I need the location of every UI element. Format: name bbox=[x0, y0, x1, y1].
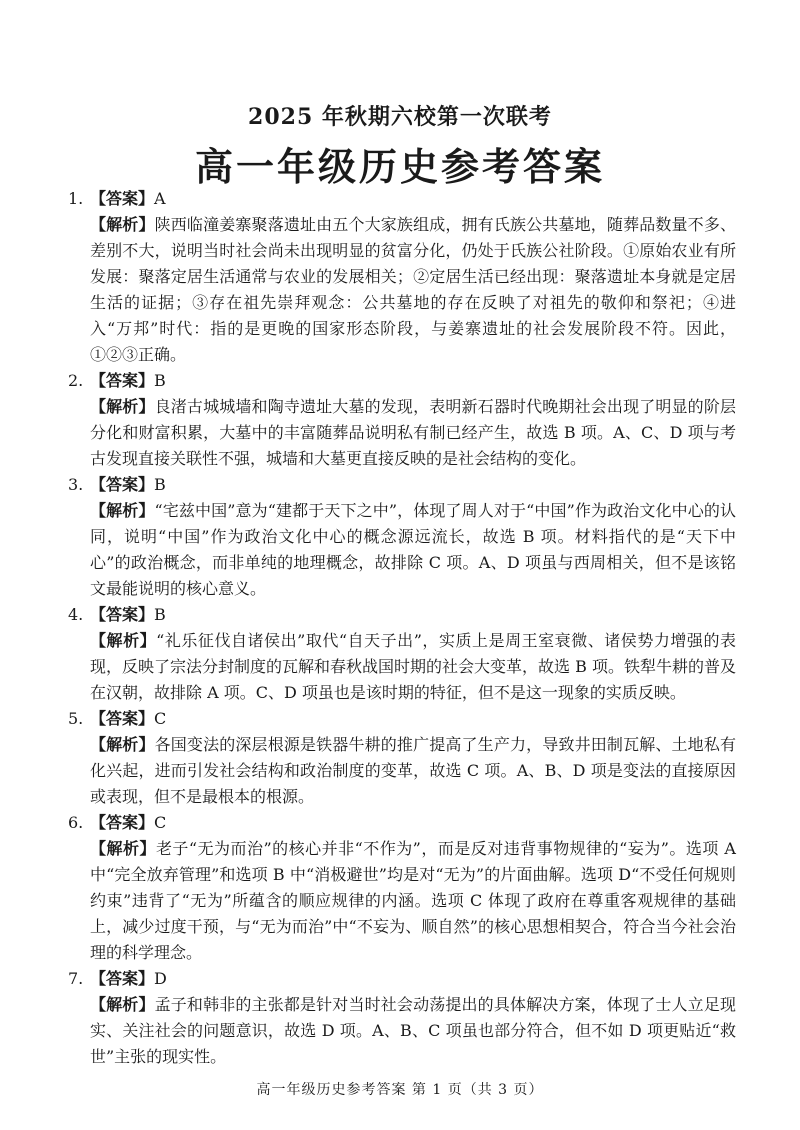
analysis-text: 孟子和韩非的主张都是针对当时社会动荡提出的具体解决方案，体现了士人立足现实、关注社会的问题意识，故选 D 项。A、B、C 项虽也部分符合，但不如 D 项更贴近“救世”主张的现实性。 bbox=[90, 995, 736, 1066]
answer-item-2 bbox=[68, 368, 736, 472]
answer-line bbox=[68, 368, 736, 394]
question-number: 6. bbox=[68, 813, 84, 832]
answer-value: B bbox=[154, 475, 166, 494]
analysis-tag: 【解析】 bbox=[90, 839, 156, 858]
analysis-paragraph bbox=[68, 836, 736, 966]
analysis-paragraph bbox=[68, 628, 736, 706]
answer-item-1 bbox=[68, 186, 736, 368]
answer-tag: 【答案】 bbox=[90, 813, 155, 832]
question-number: 1. bbox=[68, 189, 84, 208]
answer-value: D bbox=[154, 969, 167, 988]
answer-line bbox=[68, 706, 736, 732]
question-number: 3. bbox=[68, 475, 84, 494]
answer-tag: 【答案】 bbox=[90, 371, 155, 390]
answer-list bbox=[68, 186, 736, 1070]
answer-line bbox=[68, 810, 736, 836]
analysis-tag: 【解析】 bbox=[90, 215, 155, 234]
answer-line bbox=[68, 602, 736, 628]
answer-tag: 【答案】 bbox=[90, 969, 155, 988]
question-number: 7. bbox=[68, 969, 84, 988]
analysis-tag: 【解析】 bbox=[90, 631, 157, 650]
analysis-paragraph bbox=[68, 498, 736, 602]
analysis-text: “礼乐征伐自诸侯出”取代“自天子出”，实质上是周王室衰微、诸侯势力增强的表现，反映了宗法分封制度的瓦解和春秋战国时期的社会大变革，故选 B 项。铁犁牛耕的普及在汉朝，故排除 A 项。C、D 项虽也是该时期的特征，但不是这一现象的实质反映。 bbox=[90, 631, 736, 702]
analysis-tag: 【解析】 bbox=[90, 397, 155, 416]
answer-line bbox=[68, 186, 736, 212]
answer-value: C bbox=[154, 813, 167, 832]
answer-line bbox=[68, 472, 736, 498]
page-footer: 高一年级历史参考答案 第 1 页（共 3 页） bbox=[256, 1082, 544, 1098]
analysis-text: 老子“无为而治”的核心并非“不作为”，而是反对违背事物规律的“妄为”。选项 A 中“完全放弃管理”和选项 B 中“消极避世”均是对“无为”的片面曲解。选项 D“不受任何规则约束”违背了“无为”所蕴含的顺应规律的内涵。选项 C 体现了政府在尊重客观规律的基础上，减少过度干预，与“无为而治”中“不妄为、顺自然”的核心思想相契合，符合当今社会治理的科学理念。 bbox=[90, 839, 736, 962]
answer-line bbox=[68, 966, 736, 992]
analysis-tag: 【解析】 bbox=[90, 501, 155, 520]
answer-item-6 bbox=[68, 810, 736, 966]
analysis-paragraph bbox=[68, 732, 736, 810]
answer-item-4 bbox=[68, 602, 736, 706]
document-title: 高一年级历史参考答案 bbox=[194, 145, 605, 189]
analysis-text: 良渚古城城墙和陶寺遗址大墓的发现，表明新石器时代晚期社会出现了明显的阶层分化和财富积累，大墓中的丰富随葬品说明私有制已经产生，故选 B 项。A、C、D 项与考古发现直接关联性不强，城墙和大墓更直接反映的是社会结构的变化。 bbox=[90, 397, 736, 468]
answer-tag: 【答案】 bbox=[90, 605, 155, 624]
answer-item-3 bbox=[68, 472, 736, 602]
answer-value: A bbox=[154, 189, 166, 208]
analysis-paragraph bbox=[68, 992, 736, 1070]
answer-value: C bbox=[154, 709, 167, 728]
analysis-paragraph bbox=[68, 212, 736, 368]
answer-value: B bbox=[154, 371, 166, 390]
answer-item-5 bbox=[68, 706, 736, 810]
analysis-tag: 【解析】 bbox=[90, 995, 155, 1014]
question-number: 4. bbox=[68, 605, 84, 624]
answer-value: B bbox=[154, 605, 166, 624]
question-number: 2. bbox=[68, 371, 84, 390]
answer-tag: 【答案】 bbox=[90, 189, 155, 208]
analysis-text: 各国变法的深层根源是铁器牛耕的推广提高了生产力，导致井田制瓦解、土地私有化兴起，进而引发社会结构和政治制度的变革，故选 C 项。A、B、D 项是变法的直接原因或表现，但不是最根本的根源。 bbox=[90, 735, 736, 806]
analysis-text: 陕西临潼姜寨聚落遗址由五个大家族组成，拥有氏族公共墓地，随葬品数量不多、差别不大，说明当时社会尚未出现明显的贫富分化，仍处于氏族公社阶段。①原始农业有所发展：聚落定居生活通常与农业的发展相关；②定居生活已经出现：聚落遗址本身就是定居生活的证据；③存在祖先崇拜观念：公共墓地的存在反映了对祖先的敬仰和祭祀；④进入“万邦”时代：指的是更晚的国家形态阶段，与姜寨遗址的社会发展阶段不符。因此，①②③正确。 bbox=[90, 215, 736, 364]
answer-tag: 【答案】 bbox=[90, 709, 155, 728]
analysis-tag: 【解析】 bbox=[90, 735, 155, 754]
analysis-paragraph bbox=[68, 394, 736, 472]
exam-title: 2025 年秋期六校第一次联考 bbox=[248, 104, 552, 130]
answer-item-7 bbox=[68, 966, 736, 1070]
analysis-text: “宅兹中国”意为“建都于天下之中”，体现了周人对于“中国”作为政治文化中心的认同，说明“中国”作为政治文化中心的概念源远流长，故选 B 项。材料指代的是“天下中心”的政治概念，而非单纯的地理概念，故排除 C 项。A、D 项虽与西周相关，但不是该铭文最能说明的核心意义。 bbox=[90, 501, 736, 598]
question-number: 5. bbox=[68, 709, 84, 728]
answer-tag: 【答案】 bbox=[90, 475, 155, 494]
